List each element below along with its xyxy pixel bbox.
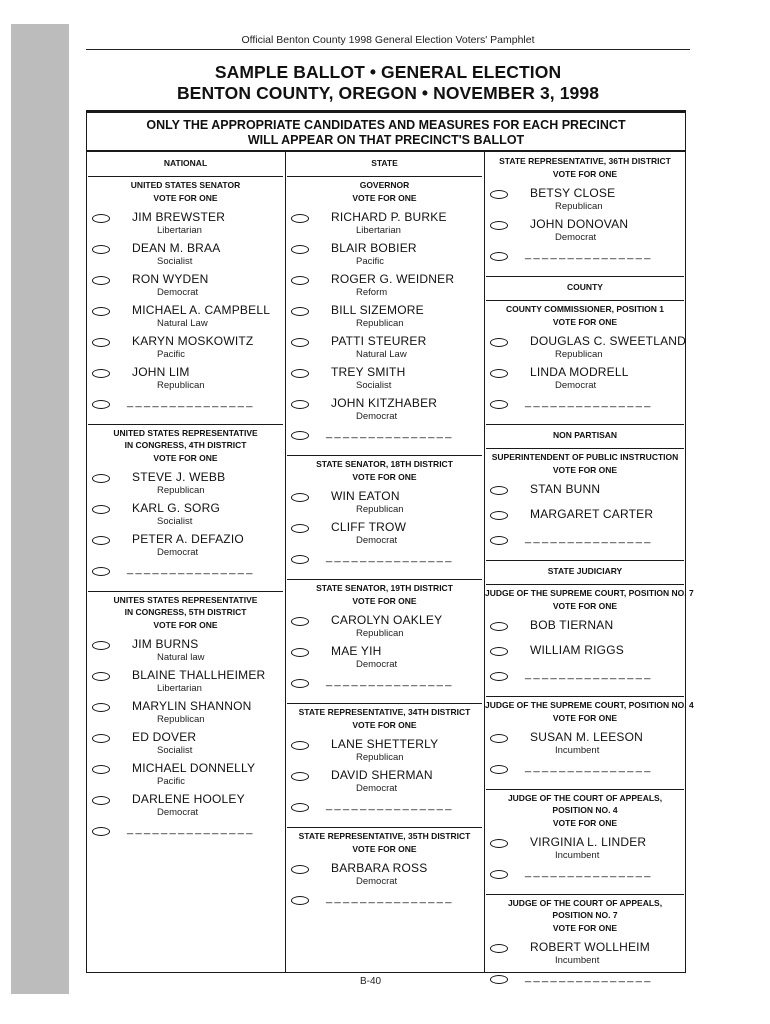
candidate-oval[interactable]: [291, 772, 309, 781]
write-in-line[interactable]: _______________: [525, 248, 653, 260]
candidate-oval[interactable]: [92, 505, 110, 514]
pamphlet-header: Official Benton County 1998 General Election Voters' Pamphlet: [241, 34, 535, 46]
candidate-name: DEAN M. BRAA: [132, 241, 221, 255]
candidate-oval[interactable]: [291, 214, 309, 223]
candidate-name: PETER A. DEFAZIO: [132, 532, 244, 546]
contest-title: JUDGE OF THE SUPREME COURT, POSITION NO. 4: [485, 700, 694, 710]
candidate-oval[interactable]: [490, 486, 508, 495]
candidate-party: Republican: [356, 504, 404, 515]
candidate-oval[interactable]: [291, 493, 309, 502]
candidate-name: VIRGINIA L. LINDER: [530, 835, 647, 849]
candidate-oval[interactable]: [291, 369, 309, 378]
section-header: NON PARTISAN: [552, 430, 618, 440]
write-in-line[interactable]: _______________: [127, 563, 255, 575]
candidate-name: KARL G. SORG: [132, 501, 220, 515]
candidate-name: DOUGLAS C. SWEETLAND: [530, 334, 687, 348]
candidate-name: CLIFF TROW: [331, 520, 407, 534]
ballot-note-line-2: WILL APPEAR ON THAT PRECINCT'S BALLOT: [247, 133, 525, 147]
section-rule: [287, 176, 482, 177]
page-edge-strip: [11, 24, 69, 994]
vote-for-one-label: VOTE FOR ONE: [352, 472, 417, 482]
write-in-oval[interactable]: [291, 431, 309, 440]
write-in-oval[interactable]: [490, 672, 508, 681]
contest-title: SUPERINTENDENT OF PUBLIC INSTRUCTION: [491, 452, 679, 462]
candidate-name: STAN BUNN: [530, 482, 601, 496]
contest-title: UNITED STATES SENATOR: [130, 180, 241, 190]
candidate-oval[interactable]: [92, 245, 110, 254]
contest-title: POSITION NO. 4: [552, 805, 618, 815]
contest-title: STATE REPRESENTATIVE, 34TH DISTRICT: [298, 707, 471, 717]
contest-title: STATE REPRESENTATIVE, 36TH DISTRICT: [499, 156, 671, 166]
candidate-party: Democrat: [356, 659, 398, 670]
write-in-oval[interactable]: [490, 400, 508, 409]
candidate-name: SUSAN M. LEESON: [530, 730, 644, 744]
candidate-party: Democrat: [555, 380, 597, 391]
candidate-party: Pacific: [157, 776, 185, 787]
section-rule: [486, 424, 684, 425]
candidate-party: Libertarian: [157, 683, 202, 694]
candidate-oval[interactable]: [92, 703, 110, 712]
candidate-oval[interactable]: [291, 648, 309, 657]
candidate-party: Natural Law: [157, 318, 208, 329]
candidate-name: PATTI STEURER: [331, 334, 427, 348]
write-in-oval[interactable]: [291, 555, 309, 564]
section-header: NATIONAL: [163, 158, 208, 168]
section-header: STATE: [371, 158, 398, 168]
candidate-oval[interactable]: [490, 944, 508, 953]
candidate-name: BETSY CLOSE: [530, 186, 616, 200]
write-in-line[interactable]: _______________: [127, 396, 255, 408]
candidate-oval[interactable]: [92, 338, 110, 347]
contest-title: GOVERNOR: [359, 180, 410, 190]
contest-title: JUDGE OF THE SUPREME COURT, POSITION NO. 7: [485, 588, 694, 598]
ballot-title: SAMPLE BALLOT • GENERAL ELECTION: [214, 62, 562, 82]
write-in-line[interactable]: _______________: [326, 675, 454, 687]
section-rule: [486, 584, 684, 585]
candidate-oval[interactable]: [291, 617, 309, 626]
candidate-oval[interactable]: [291, 338, 309, 347]
contest-title: STATE REPRESENTATIVE, 35TH DISTRICT: [298, 831, 471, 841]
candidate-name: MICHAEL DONNELLY: [132, 761, 256, 775]
candidate-oval[interactable]: [490, 622, 508, 631]
candidate-name: MARYLIN SHANNON: [132, 699, 252, 713]
candidate-name: BLAINE THALLHEIMER: [132, 668, 266, 682]
contest-title: UNITES STATES REPRESENTATIVE: [113, 595, 258, 605]
column-divider: [484, 151, 485, 973]
contest-title: IN CONGRESS, 5TH DISTRICT: [124, 607, 247, 617]
candidate-party: Republican: [157, 485, 205, 496]
write-in-oval[interactable]: [291, 679, 309, 688]
section-rule: [486, 276, 684, 277]
contest-title: IN CONGRESS, 4TH DISTRICT: [124, 440, 247, 450]
section-header: COUNTY: [567, 282, 603, 292]
candidate-oval[interactable]: [490, 734, 508, 743]
candidate-oval[interactable]: [490, 338, 508, 347]
candidate-name: JOHN KITZHABER: [331, 396, 438, 410]
write-in-oval[interactable]: [291, 896, 309, 905]
write-in-oval[interactable]: [92, 400, 110, 409]
contest-title: JUDGE OF THE COURT OF APPEALS,: [507, 793, 663, 803]
write-in-line[interactable]: _______________: [525, 971, 653, 983]
candidate-name: DARLENE HOOLEY: [132, 792, 245, 806]
write-in-oval[interactable]: [92, 567, 110, 576]
candidate-oval[interactable]: [291, 741, 309, 750]
candidate-name: LINDA MODRELL: [530, 365, 629, 379]
candidate-name: CAROLYN OAKLEY: [331, 613, 443, 627]
candidate-party: Democrat: [356, 783, 398, 794]
candidate-name: MAE YIH: [331, 644, 382, 658]
candidate-name: KARYN MOSKOWITZ: [132, 334, 254, 348]
candidate-name: BARBARA ROSS: [331, 861, 428, 875]
vote-for-one-label: VOTE FOR ONE: [352, 193, 417, 203]
write-in-oval[interactable]: [490, 870, 508, 879]
candidate-party: Republican: [356, 628, 404, 639]
candidate-name: WIN EATON: [331, 489, 400, 503]
candidate-name: JIM BREWSTER: [132, 210, 226, 224]
contest-title: UNITED STATES REPRESENTATIVE: [113, 428, 258, 438]
write-in-oval[interactable]: [490, 975, 508, 984]
candidate-oval[interactable]: [92, 765, 110, 774]
candidate-party: Natural Law: [356, 349, 407, 360]
candidate-party: Republican: [555, 201, 603, 212]
candidate-name: ED DOVER: [132, 730, 197, 744]
candidate-oval[interactable]: [92, 276, 110, 285]
section-rule: [486, 560, 684, 561]
section-rule: [486, 696, 684, 697]
candidate-name: TREY SMITH: [331, 365, 406, 379]
vote-for-one-label: VOTE FOR ONE: [552, 601, 618, 611]
write-in-line[interactable]: _______________: [326, 892, 454, 904]
section-rule: [486, 448, 684, 449]
vote-for-one-label: VOTE FOR ONE: [153, 193, 218, 203]
write-in-oval[interactable]: [490, 765, 508, 774]
section-rule: [287, 827, 482, 828]
candidate-name: MARGARET CARTER: [530, 507, 654, 521]
candidate-oval[interactable]: [92, 672, 110, 681]
candidate-party: Libertarian: [157, 225, 202, 236]
candidate-oval[interactable]: [291, 400, 309, 409]
contest-title: JUDGE OF THE COURT OF APPEALS,: [507, 898, 663, 908]
write-in-line[interactable]: _______________: [525, 396, 653, 408]
ballot-subtitle: BENTON COUNTY, OREGON • NOVEMBER 3, 1998: [176, 83, 600, 103]
section-rule: [486, 300, 684, 301]
candidate-oval[interactable]: [490, 647, 508, 656]
section-rule: [486, 789, 684, 790]
candidate-name: ROBERT WOLLHEIM: [530, 940, 650, 954]
write-in-line[interactable]: _______________: [525, 761, 653, 773]
candidate-oval[interactable]: [92, 474, 110, 483]
candidate-name: BOB TIERNAN: [530, 618, 614, 632]
candidate-oval[interactable]: [490, 511, 508, 520]
candidate-oval[interactable]: [291, 307, 309, 316]
candidate-name: RON WYDEN: [132, 272, 209, 286]
candidate-name: JOHN LIM: [132, 365, 190, 379]
candidate-oval[interactable]: [92, 536, 110, 545]
section-rule: [88, 424, 283, 425]
candidate-name: DAVID SHERMAN: [331, 768, 433, 782]
vote-for-one-label: VOTE FOR ONE: [552, 317, 618, 327]
write-in-line[interactable]: _______________: [326, 551, 454, 563]
candidate-party: Republican: [356, 318, 404, 329]
candidate-party: Natural law: [157, 652, 205, 663]
candidate-party: Democrat: [157, 547, 199, 558]
candidate-party: Libertarian: [356, 225, 401, 236]
candidate-party: Socialist: [356, 380, 392, 391]
candidate-party: Democrat: [356, 411, 398, 422]
vote-for-one-label: VOTE FOR ONE: [552, 465, 618, 475]
candidate-party: Reform: [356, 287, 388, 298]
candidate-oval[interactable]: [92, 641, 110, 650]
candidate-oval[interactable]: [92, 214, 110, 223]
candidate-party: Democrat: [555, 232, 597, 243]
section-rule: [486, 894, 684, 895]
vote-for-one-label: VOTE FOR ONE: [153, 453, 218, 463]
candidate-oval[interactable]: [291, 865, 309, 874]
contest-title: COUNTY COMMISSIONER, POSITION 1: [505, 304, 665, 314]
write-in-oval[interactable]: [92, 827, 110, 836]
candidate-party: Democrat: [157, 807, 199, 818]
candidate-name: JOHN DONOVAN: [530, 217, 629, 231]
vote-for-one-label: VOTE FOR ONE: [153, 620, 218, 630]
write-in-line[interactable]: _______________: [326, 799, 454, 811]
candidate-party: Republican: [555, 349, 603, 360]
candidate-party: Republican: [157, 714, 205, 725]
header-rule: [86, 49, 690, 50]
write-in-line[interactable]: _______________: [525, 668, 653, 680]
write-in-line[interactable]: _______________: [525, 866, 653, 878]
vote-for-one-label: VOTE FOR ONE: [552, 818, 618, 828]
candidate-party: Pacific: [157, 349, 185, 360]
candidate-name: RICHARD P. BURKE: [331, 210, 447, 224]
contest-title: STATE SENATOR, 18TH DISTRICT: [316, 459, 453, 469]
vote-for-one-label: VOTE FOR ONE: [552, 923, 618, 933]
candidate-oval[interactable]: [490, 369, 508, 378]
candidate-name: STEVE J. WEBB: [132, 470, 226, 484]
page-number: B-40: [360, 976, 382, 987]
candidate-oval[interactable]: [490, 221, 508, 230]
vote-for-one-label: VOTE FOR ONE: [352, 844, 417, 854]
write-in-oval[interactable]: [291, 803, 309, 812]
candidate-name: BILL SIZEMORE: [331, 303, 424, 317]
vote-for-one-label: VOTE FOR ONE: [352, 596, 417, 606]
candidate-oval[interactable]: [490, 839, 508, 848]
section-rule: [287, 455, 482, 456]
candidate-oval[interactable]: [92, 796, 110, 805]
candidate-name: JIM BURNS: [132, 637, 199, 651]
candidate-party: Republican: [356, 752, 404, 763]
ballot-note-rule: [86, 150, 686, 152]
candidate-oval[interactable]: [291, 524, 309, 533]
write-in-oval[interactable]: [490, 536, 508, 545]
write-in-line[interactable]: _______________: [127, 823, 255, 835]
ballot-note-line-1: ONLY THE APPROPRIATE CANDIDATES AND MEASURES FOR EACH PRECINCT: [146, 118, 626, 132]
candidate-oval[interactable]: [291, 245, 309, 254]
section-rule: [88, 591, 283, 592]
vote-for-one-label: VOTE FOR ONE: [552, 169, 618, 179]
candidate-party: Incumbent: [555, 850, 600, 861]
candidate-name: MICHAEL A. CAMPBELL: [132, 303, 271, 317]
vote-for-one-label: VOTE FOR ONE: [352, 720, 417, 730]
contest-title: STATE SENATOR, 19TH DISTRICT: [316, 583, 453, 593]
candidate-name: WILLIAM RIGGS: [530, 643, 624, 657]
write-in-oval[interactable]: [490, 252, 508, 261]
candidate-oval[interactable]: [92, 369, 110, 378]
candidate-party: Republican: [157, 380, 205, 391]
contest-title: POSITION NO. 7: [552, 910, 618, 920]
candidate-party: Socialist: [157, 256, 193, 267]
candidate-name: ROGER G. WEIDNER: [331, 272, 455, 286]
candidate-party: Democrat: [157, 287, 199, 298]
candidate-party: Socialist: [157, 516, 193, 527]
candidate-party: Incumbent: [555, 955, 600, 966]
candidate-oval[interactable]: [92, 307, 110, 316]
section-rule: [287, 703, 482, 704]
candidate-name: LANE SHETTERLY: [331, 737, 439, 751]
candidate-oval[interactable]: [291, 276, 309, 285]
candidate-party: Incumbent: [555, 745, 600, 756]
candidate-oval[interactable]: [490, 190, 508, 199]
candidate-party: Pacific: [356, 256, 384, 267]
section-rule: [287, 579, 482, 580]
candidate-oval[interactable]: [92, 734, 110, 743]
section-header: STATE JUDICIARY: [547, 566, 623, 576]
candidate-party: Socialist: [157, 745, 193, 756]
vote-for-one-label: VOTE FOR ONE: [552, 713, 618, 723]
section-rule: [88, 176, 283, 177]
candidate-party: Democrat: [356, 535, 398, 546]
candidate-party: Democrat: [356, 876, 398, 887]
write-in-line[interactable]: _______________: [326, 427, 454, 439]
candidate-name: BLAIR BOBIER: [331, 241, 417, 255]
write-in-line[interactable]: _______________: [525, 532, 653, 544]
